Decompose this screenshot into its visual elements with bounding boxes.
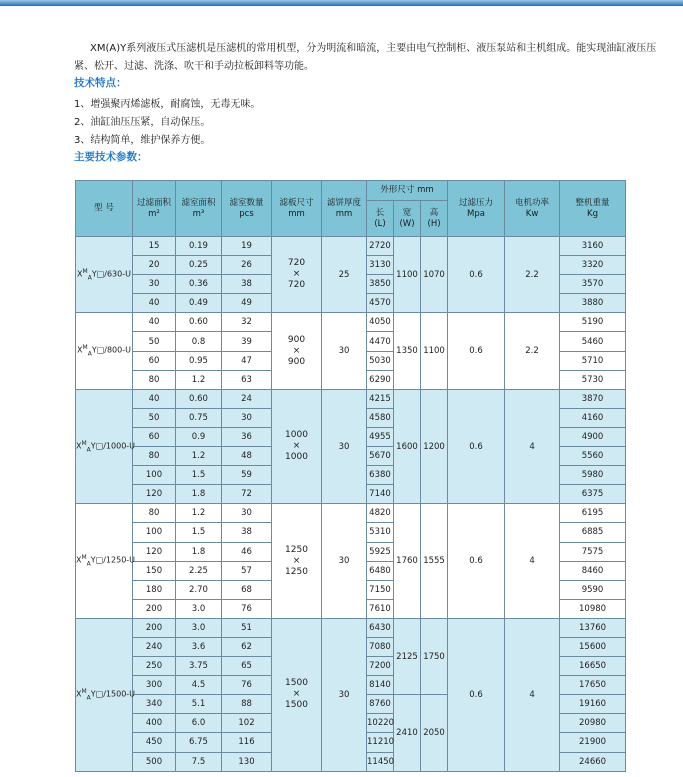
chamber-volume-cell: 1.2	[176, 447, 222, 466]
filter-area-cell: 50	[133, 332, 176, 351]
chamber-volume-cell: 5.1	[176, 695, 222, 714]
filter-area-cell: 60	[133, 427, 176, 446]
header-weight: 整机重量 Kg	[560, 181, 626, 237]
chamber-count-cell: 116	[222, 733, 272, 752]
chamber-count-cell: 130	[222, 752, 272, 771]
chamber-volume-cell: 6.0	[176, 714, 222, 733]
params-title: 主要技术参数：	[74, 151, 148, 163]
table-row	[76, 504, 626, 523]
header-model: 型 号	[76, 181, 133, 237]
length-cell: 2720	[367, 237, 394, 256]
header-power: 电机功率 Kw	[505, 181, 560, 237]
length-cell: 11450	[367, 752, 394, 771]
filter-area-cell: 15	[133, 237, 176, 256]
chamber-volume-cell: 1.2	[176, 504, 222, 523]
length-cell: 8140	[367, 676, 394, 695]
weight-cell: 9590	[560, 580, 626, 599]
filter-area-cell: 30	[133, 275, 176, 294]
filter-area-cell: 200	[133, 599, 176, 618]
header-chamber-volume: 滤室面积 m³	[176, 181, 222, 237]
length-cell: 10220	[367, 714, 394, 733]
filter-area-cell: 100	[133, 466, 176, 485]
feature-item-1: 1、增强聚丙烯滤板，耐腐蚀，无毒无味。	[74, 99, 261, 110]
length-cell: 4820	[367, 504, 394, 523]
chamber-volume-cell: 7.5	[176, 752, 222, 771]
cake-thickness-cell: 30	[322, 618, 367, 771]
chamber-count-cell: 24	[222, 389, 272, 408]
top-decor-bar	[0, 0, 683, 6]
filter-area-cell: 120	[133, 542, 176, 561]
weight-cell: 3320	[560, 256, 626, 275]
chamber-volume-cell: 0.60	[176, 389, 222, 408]
filter-area-cell: 120	[133, 485, 176, 504]
weight-cell: 5560	[560, 447, 626, 466]
chamber-volume-cell: 3.6	[176, 637, 222, 656]
header-filter-area: 过滤面积 m²	[133, 181, 176, 237]
chamber-volume-cell: 0.9	[176, 427, 222, 446]
pressure-cell: 0.6	[448, 313, 505, 389]
chamber-volume-cell: 0.95	[176, 351, 222, 370]
filter-area-cell: 80	[133, 370, 176, 389]
spec-table	[75, 180, 626, 772]
chamber-volume-cell: 0.19	[176, 237, 222, 256]
height-cell: 1070	[421, 237, 448, 313]
length-cell: 7140	[367, 485, 394, 504]
weight-cell: 5460	[560, 332, 626, 351]
chamber-count-cell: 36	[222, 427, 272, 446]
length-cell: 7610	[367, 599, 394, 618]
plate-size-cell: 1500 × 1500	[272, 618, 322, 771]
chamber-count-cell: 88	[222, 695, 272, 714]
plate-size-cell: 720 × 720	[272, 237, 322, 313]
filter-area-cell: 500	[133, 752, 176, 771]
height-cell: 1750	[421, 618, 448, 694]
weight-cell: 4900	[560, 427, 626, 446]
width-cell: 1100	[394, 237, 421, 313]
chamber-count-cell: 72	[222, 485, 272, 504]
length-cell: 4955	[367, 427, 394, 446]
length-cell: 6480	[367, 561, 394, 580]
chamber-count-cell: 51	[222, 618, 272, 637]
filter-area-cell: 40	[133, 313, 176, 332]
weight-cell: 20980	[560, 714, 626, 733]
chamber-count-cell: 49	[222, 294, 272, 313]
chamber-volume-cell: 4.5	[176, 676, 222, 695]
model-cell: $X^M_AY□/630-U$	[76, 237, 133, 313]
weight-cell: 3870	[560, 389, 626, 408]
weight-cell: 5980	[560, 466, 626, 485]
chamber-volume-cell: 1.2	[176, 370, 222, 389]
weight-cell: 5710	[560, 351, 626, 370]
chamber-count-cell: 26	[222, 256, 272, 275]
chamber-volume-cell: 3.0	[176, 618, 222, 637]
filter-area-cell: 40	[133, 389, 176, 408]
header-dimensions: 外形尺寸 mm	[367, 181, 448, 201]
filter-area-cell: 60	[133, 351, 176, 370]
model-cell: $X^M_AY□/1500-U$	[76, 618, 133, 771]
header-length: 长 (L)	[367, 201, 394, 237]
chamber-volume-cell: 0.49	[176, 294, 222, 313]
width-cell: 2410	[394, 695, 421, 771]
chamber-count-cell: 32	[222, 313, 272, 332]
feature-item-3: 3、结构简单，维护保养方便。	[74, 135, 211, 146]
header-pressure: 过滤压力 Mpa	[448, 181, 505, 237]
height-cell: 1555	[421, 504, 448, 619]
table-row	[76, 237, 626, 256]
chamber-volume-cell: 1.8	[176, 542, 222, 561]
width-cell: 1760	[394, 504, 421, 619]
chamber-count-cell: 68	[222, 580, 272, 599]
chamber-count-cell: 39	[222, 332, 272, 351]
length-cell: 4570	[367, 294, 394, 313]
chamber-count-cell: 65	[222, 657, 272, 676]
length-cell: 7080	[367, 637, 394, 656]
length-cell: 6290	[367, 370, 394, 389]
length-cell: 4215	[367, 389, 394, 408]
filter-area-cell: 450	[133, 733, 176, 752]
chamber-count-cell: 38	[222, 275, 272, 294]
pressure-cell: 0.6	[448, 237, 505, 313]
weight-cell: 16650	[560, 657, 626, 676]
table-row	[76, 389, 626, 408]
header-plate-size: 滤板尺寸 mm	[272, 181, 322, 237]
length-cell: 11210	[367, 733, 394, 752]
filter-area-cell: 150	[133, 561, 176, 580]
chamber-count-cell: 59	[222, 466, 272, 485]
chamber-volume-cell: 2.70	[176, 580, 222, 599]
pressure-cell: 0.6	[448, 504, 505, 619]
filter-area-cell: 300	[133, 676, 176, 695]
chamber-volume-cell: 2.25	[176, 561, 222, 580]
weight-cell: 13760	[560, 618, 626, 637]
length-cell: 8760	[367, 695, 394, 714]
filter-area-cell: 40	[133, 294, 176, 313]
chamber-volume-cell: 0.8	[176, 332, 222, 351]
chamber-volume-cell: 1.8	[176, 485, 222, 504]
filter-area-cell: 340	[133, 695, 176, 714]
weight-cell: 8460	[560, 561, 626, 580]
header-width: 宽 (W)	[394, 201, 421, 237]
power-cell: 2.2	[505, 313, 560, 389]
chamber-count-cell: 19	[222, 237, 272, 256]
chamber-volume-cell: 0.36	[176, 275, 222, 294]
features-title: 技术特点：	[74, 77, 127, 89]
length-cell: 4050	[367, 313, 394, 332]
chamber-volume-cell: 3.0	[176, 599, 222, 618]
chamber-count-cell: 30	[222, 504, 272, 523]
chamber-count-cell: 63	[222, 370, 272, 389]
chamber-volume-cell: 3.75	[176, 657, 222, 676]
weight-cell: 6195	[560, 504, 626, 523]
chamber-count-cell: 30	[222, 408, 272, 427]
filter-area-cell: 80	[133, 447, 176, 466]
weight-cell: 3880	[560, 294, 626, 313]
weight-cell: 24660	[560, 752, 626, 771]
chamber-volume-cell: 0.60	[176, 313, 222, 332]
filter-area-cell: 200	[133, 618, 176, 637]
chamber-volume-cell: 1.5	[176, 466, 222, 485]
width-cell: 2125	[394, 618, 421, 694]
weight-cell: 3570	[560, 275, 626, 294]
length-cell: 5670	[367, 447, 394, 466]
intro-paragraph: XM(A)Y系列液压式压滤机是压滤机的常用机型，分为明流和暗流，主要由电气控制柜、液压泵站和主机组成。能实现油缸液压压紧、松开、过滤、洗涤、吹干和手动拉板卸料等功能。	[74, 43, 657, 72]
filter-area-cell: 400	[133, 714, 176, 733]
length-cell: 3130	[367, 256, 394, 275]
plate-size-cell: 1250 × 1250	[272, 504, 322, 619]
cake-thickness-cell: 25	[322, 237, 367, 313]
weight-cell: 4160	[560, 408, 626, 427]
filter-area-cell: 180	[133, 580, 176, 599]
header-chamber-count: 滤室数量 pcs	[222, 181, 272, 237]
length-cell: 4580	[367, 408, 394, 427]
cake-thickness-cell: 30	[322, 313, 367, 389]
pressure-cell: 0.6	[448, 389, 505, 504]
model-cell: $X^M_AY□/800-U$	[76, 313, 133, 389]
weight-cell: 5730	[560, 370, 626, 389]
weight-cell: 3160	[560, 237, 626, 256]
weight-cell: 15600	[560, 637, 626, 656]
height-cell: 1100	[421, 313, 448, 389]
height-cell: 2050	[421, 695, 448, 771]
filter-area-cell: 100	[133, 523, 176, 542]
length-cell: 5310	[367, 523, 394, 542]
weight-cell: 19160	[560, 695, 626, 714]
cake-thickness-cell: 30	[322, 504, 367, 619]
chamber-volume-cell: 1.5	[176, 523, 222, 542]
header-cake-thickness: 滤饼厚度 mm	[322, 181, 367, 237]
plate-size-cell: 1000 × 1000	[272, 389, 322, 504]
filter-area-cell: 240	[133, 637, 176, 656]
table-row	[76, 313, 626, 332]
chamber-count-cell: 62	[222, 637, 272, 656]
feature-item-2: 2、油缸油压压紧，自动保压。	[74, 117, 211, 128]
length-cell: 7200	[367, 657, 394, 676]
weight-cell: 21900	[560, 733, 626, 752]
weight-cell: 7575	[560, 542, 626, 561]
filter-area-cell: 250	[133, 657, 176, 676]
chamber-count-cell: 48	[222, 447, 272, 466]
filter-area-cell: 50	[133, 408, 176, 427]
power-cell: 4	[505, 504, 560, 619]
model-cell: $X^M_AY□/1250-U$	[76, 504, 133, 619]
chamber-volume-cell: 0.25	[176, 256, 222, 275]
length-cell: 5030	[367, 351, 394, 370]
weight-cell: 10980	[560, 599, 626, 618]
length-cell: 4470	[367, 332, 394, 351]
chamber-count-cell: 47	[222, 351, 272, 370]
cake-thickness-cell: 30	[322, 389, 367, 504]
weight-cell: 6375	[560, 485, 626, 504]
chamber-count-cell: 57	[222, 561, 272, 580]
length-cell: 6430	[367, 618, 394, 637]
table-row	[76, 618, 626, 637]
weight-cell: 17650	[560, 676, 626, 695]
width-cell: 1600	[394, 389, 421, 504]
chamber-count-cell: 38	[222, 523, 272, 542]
height-cell: 1200	[421, 389, 448, 504]
power-cell: 4	[505, 389, 560, 504]
power-cell: 2.2	[505, 237, 560, 313]
chamber-volume-cell: 6.75	[176, 733, 222, 752]
chamber-count-cell: 76	[222, 676, 272, 695]
power-cell: 4	[505, 618, 560, 771]
weight-cell: 6885	[560, 523, 626, 542]
width-cell: 1350	[394, 313, 421, 389]
chamber-count-cell: 76	[222, 599, 272, 618]
filter-area-cell: 20	[133, 256, 176, 275]
length-cell: 6380	[367, 466, 394, 485]
pressure-cell: 0.6	[448, 618, 505, 771]
chamber-count-cell: 102	[222, 714, 272, 733]
plate-size-cell: 900 × 900	[272, 313, 322, 389]
length-cell: 5925	[367, 542, 394, 561]
model-cell: $X^M_AY□/1000-U$	[76, 389, 133, 504]
chamber-count-cell: 46	[222, 542, 272, 561]
length-cell: 7150	[367, 580, 394, 599]
length-cell: 3850	[367, 275, 394, 294]
chamber-volume-cell: 0.75	[176, 408, 222, 427]
spec-table-body	[76, 237, 626, 772]
filter-area-cell: 80	[133, 504, 176, 523]
weight-cell: 5190	[560, 313, 626, 332]
header-height: 高 (H)	[421, 201, 448, 237]
